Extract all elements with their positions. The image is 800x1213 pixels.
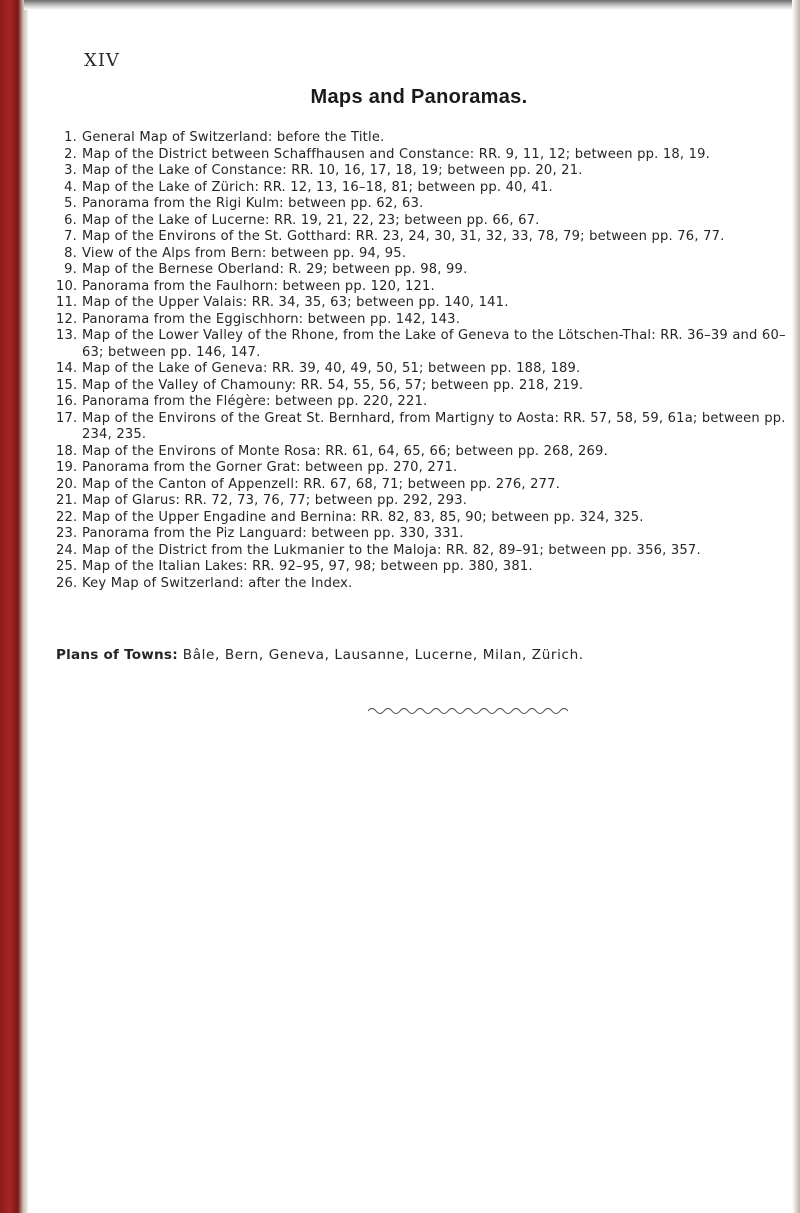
item-text: Map of the Lower Valley of the Rhone, from the Lake of Geneva to the Lötschen-Thal: RR. 36–39 and 60–63; between pp. 146, 147.	[82, 328, 786, 360]
item-text: Map of the Lake of Zürich: RR. 12, 13, 16–18, 81; between pp. 40, 41.	[82, 179, 553, 195]
list-item	[56, 576, 791, 593]
item-number: 26.	[56, 575, 78, 591]
list-item	[56, 147, 791, 164]
list-item	[56, 559, 791, 576]
list-item	[56, 526, 791, 543]
list-item	[56, 213, 791, 230]
list-item	[56, 477, 791, 494]
plans-text: Bâle, Bern, Geneva, Lausanne, Lucerne, Milan, Zürich.	[182, 647, 584, 663]
list-item	[56, 295, 791, 312]
item-text: Map of the Upper Valais: RR. 34, 35, 63; between pp. 140, 141.	[82, 295, 509, 310]
item-text: Panorama from the Piz Languard: between pp. 330, 331.	[82, 526, 464, 541]
list-item	[56, 361, 791, 378]
list-item	[56, 279, 791, 296]
item-text: Map of the Upper Engadine and Bernina: RR. 82, 83, 85, 90; between pp. 324, 325.	[82, 509, 644, 525]
item-number: 13.	[56, 328, 78, 343]
item-text: Map of Glarus: RR. 72, 73, 76, 77; between pp. 292, 293.	[82, 493, 468, 508]
maps-list	[56, 130, 791, 592]
list-item	[56, 510, 791, 527]
item-text: Map of the Environs of the Great St. Bernhard, from Martigny to Aosta: RR. 57, 58, 59, 61a; between pp. 234, 235.	[82, 410, 786, 442]
item-number: 7.	[64, 229, 77, 244]
item-text: Map of the Canton of Appenzell: RR. 67, 68, 71; between pp. 276, 277.	[82, 476, 561, 492]
page-top-shadow	[24, 0, 800, 10]
item-number: 25.	[56, 559, 78, 574]
item-number: 15.	[56, 377, 78, 393]
item-text: Map of the Lake of Constance: RR. 10, 16, 17, 18, 19; between pp. 20, 21.	[82, 163, 583, 178]
item-text: Panorama from the Flégère: between pp. 220, 221.	[82, 394, 428, 409]
list-item	[56, 328, 791, 361]
item-number: 4.	[64, 179, 77, 195]
list-item	[56, 196, 791, 213]
item-number: 23.	[56, 526, 78, 541]
page-number: XIV	[84, 50, 120, 71]
item-number: 18.	[56, 443, 78, 459]
item-text: Panorama from the Gorner Grat: between pp. 270, 271.	[82, 460, 458, 475]
item-text: Map of the Bernese Oberland: R. 29; between pp. 98, 99.	[82, 262, 468, 277]
list-item	[56, 444, 791, 461]
list-item	[56, 312, 791, 329]
item-text: Map of the Lake of Geneva: RR. 39, 40, 49, 50, 51; between pp. 188, 189.	[82, 361, 581, 376]
item-number: 9.	[64, 262, 77, 277]
list-item	[56, 246, 791, 263]
item-text: Map of the Environs of the St. Gotthard: RR. 23, 24, 30, 31, 32, 33, 78, 79; between pp. 76, 77.	[82, 229, 725, 244]
item-number: 14.	[56, 361, 78, 376]
item-number: 8.	[64, 245, 77, 261]
item-number: 21.	[56, 493, 78, 508]
item-text: Key Map of Switzerland: after the Index.	[82, 575, 353, 591]
item-number: 19.	[56, 460, 78, 475]
item-number: 1.	[64, 130, 77, 145]
list-item	[56, 543, 791, 560]
plans-label: Plans of Towns:	[56, 647, 178, 663]
list-item	[56, 130, 791, 147]
item-number: 5.	[64, 196, 77, 211]
item-text: Map of the Valley of Chamouny: RR. 54, 55, 56, 57; between pp. 218, 219.	[82, 377, 584, 393]
list-item	[56, 229, 791, 246]
book-binding-edge	[0, 0, 24, 1213]
item-number: 12.	[56, 311, 78, 327]
item-text: General Map of Switzerland: before the Title.	[82, 130, 385, 145]
item-number: 6.	[64, 212, 77, 228]
page-right-edge	[792, 0, 800, 1213]
item-text: Map of the Environs of Monte Rosa: RR. 61, 64, 65, 66; between pp. 268, 269.	[82, 443, 608, 459]
list-item	[56, 378, 791, 395]
list-item	[56, 460, 791, 477]
wavy-rule-ornament	[368, 705, 568, 717]
list-item	[56, 394, 791, 411]
item-text: Map of the District from the Lukmanier to the Maloja: RR. 82, 89–91; between pp. 356, 357.	[82, 542, 701, 558]
list-item	[56, 262, 791, 279]
item-text: Map of the Italian Lakes: RR. 92–95, 97, 98; between pp. 380, 381.	[82, 559, 533, 574]
item-number: 3.	[64, 163, 77, 178]
item-number: 16.	[56, 394, 78, 409]
plans-of-towns	[56, 646, 791, 664]
item-text: View of the Alps from Bern: between pp. 94, 95.	[82, 245, 407, 261]
item-number: 11.	[56, 295, 78, 310]
item-number: 20.	[56, 476, 78, 492]
item-text: Map of the Lake of Lucerne: RR. 19, 21, 22, 23; between pp. 66, 67.	[82, 212, 540, 228]
item-number: 17.	[56, 410, 78, 426]
item-text: Panorama from the Eggischhorn: between pp. 142, 143.	[82, 311, 461, 327]
page-heading: Maps and Panoramas.	[310, 86, 528, 108]
item-number: 10.	[56, 278, 78, 294]
item-text: Panorama from the Faulhorn: between pp. 120, 121.	[82, 278, 435, 294]
item-text: Map of the District between Schaffhausen and Constance: RR. 9, 11, 12; between pp. 18, 19.	[82, 146, 711, 162]
item-number: 2.	[64, 146, 77, 162]
list-item	[56, 493, 791, 510]
list-item	[56, 163, 791, 180]
item-text: Panorama from the Rigi Kulm: between pp. 62, 63.	[82, 196, 424, 211]
list-item	[56, 180, 791, 197]
item-number: 24.	[56, 542, 78, 558]
list-item	[56, 411, 791, 444]
item-number: 22.	[56, 509, 78, 525]
